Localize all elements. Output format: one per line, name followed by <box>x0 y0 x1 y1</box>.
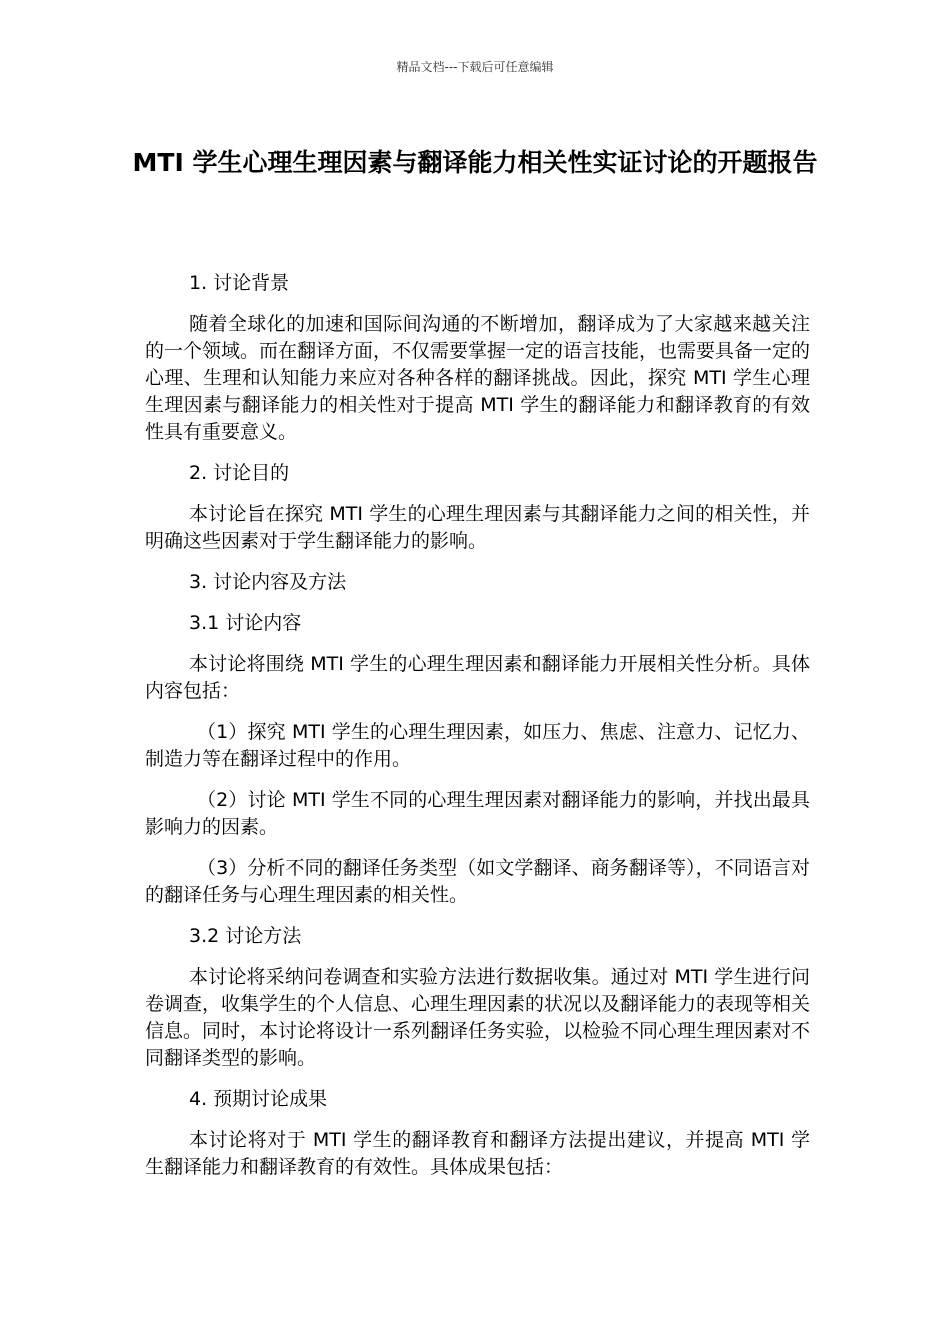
document-title: MTI 学生心理生理因素与翻译能力相关性实证讨论的开题报告 <box>132 148 818 177</box>
section-heading-expected-results: 4. 预期讨论成果 <box>189 1088 328 1110</box>
paragraph-expected-results: 本讨论将对于 MTI 学生的翻译教育和翻译方法提出建议，并提高 MTI 学生翻译能力和翻译教育的有效性。具体成果包括： <box>145 1129 810 1178</box>
paragraph-purpose: 本讨论旨在探究 MTI 学生的心理生理因素与其翻译能力之间的相关性，并明确这些因素对于学生翻译能力的影响。 <box>145 503 810 552</box>
paragraph-content: 本讨论将围绕 MTI 学生的心理生理因素和翻译能力开展相关性分析。具体内容包括： <box>145 653 810 702</box>
section-heading-background: 1. 讨论背景 <box>189 272 290 294</box>
document-body <box>145 270 810 1195</box>
list-item-2: （2）讨论 MTI 学生不同的心理生理因素对翻译能力的影响，并找出最具影响力的因素。 <box>145 789 810 838</box>
subsection-heading-method: 3.2 讨论方法 <box>189 925 302 947</box>
list-item-3: （3）分析不同的翻译任务类型（如文学翻译、商务翻译等），不同语言对的翻译任务与心理生理因素的相关性。 <box>145 857 810 906</box>
paragraph-background: 随着全球化的加速和国际间沟通的不断增加，翻译成为了大家越来越关注的一个领域。而在翻译方面，不仅需要掌握一定的语言技能，也需要具备一定的心理、生理和认知能力来应对各种各样的翻译挑战。因此，探究 MTI 学生心理生理因素与翻译能力的相关性对于提高 MTI 学生的翻译能力和翻译教育的有效性具有重要意义。 <box>145 313 811 443</box>
section-heading-purpose: 2. 讨论目的 <box>189 462 290 484</box>
header-note: 精品文档---下载后可任意编辑 <box>396 60 554 74</box>
paragraph-method: 本讨论将采纳问卷调查和实验方法进行数据收集。通过对 MTI 学生进行问卷调查，收集学生的个人信息、心理生理因素的状况以及翻译能力的表现等相关信息。同时，本讨论将设计一系列翻译任务实验，以检验不同心理生理因素对不同翻译类型的影响。 <box>145 966 811 1069</box>
section-heading-content-method: 3. 讨论内容及方法 <box>189 571 347 593</box>
list-item-1: （1）探究 MTI 学生的心理生理因素，如压力、焦虑、注意力、记忆力、制造力等在翻译过程中的作用。 <box>145 721 810 770</box>
subsection-heading-content: 3.1 讨论内容 <box>189 612 302 634</box>
